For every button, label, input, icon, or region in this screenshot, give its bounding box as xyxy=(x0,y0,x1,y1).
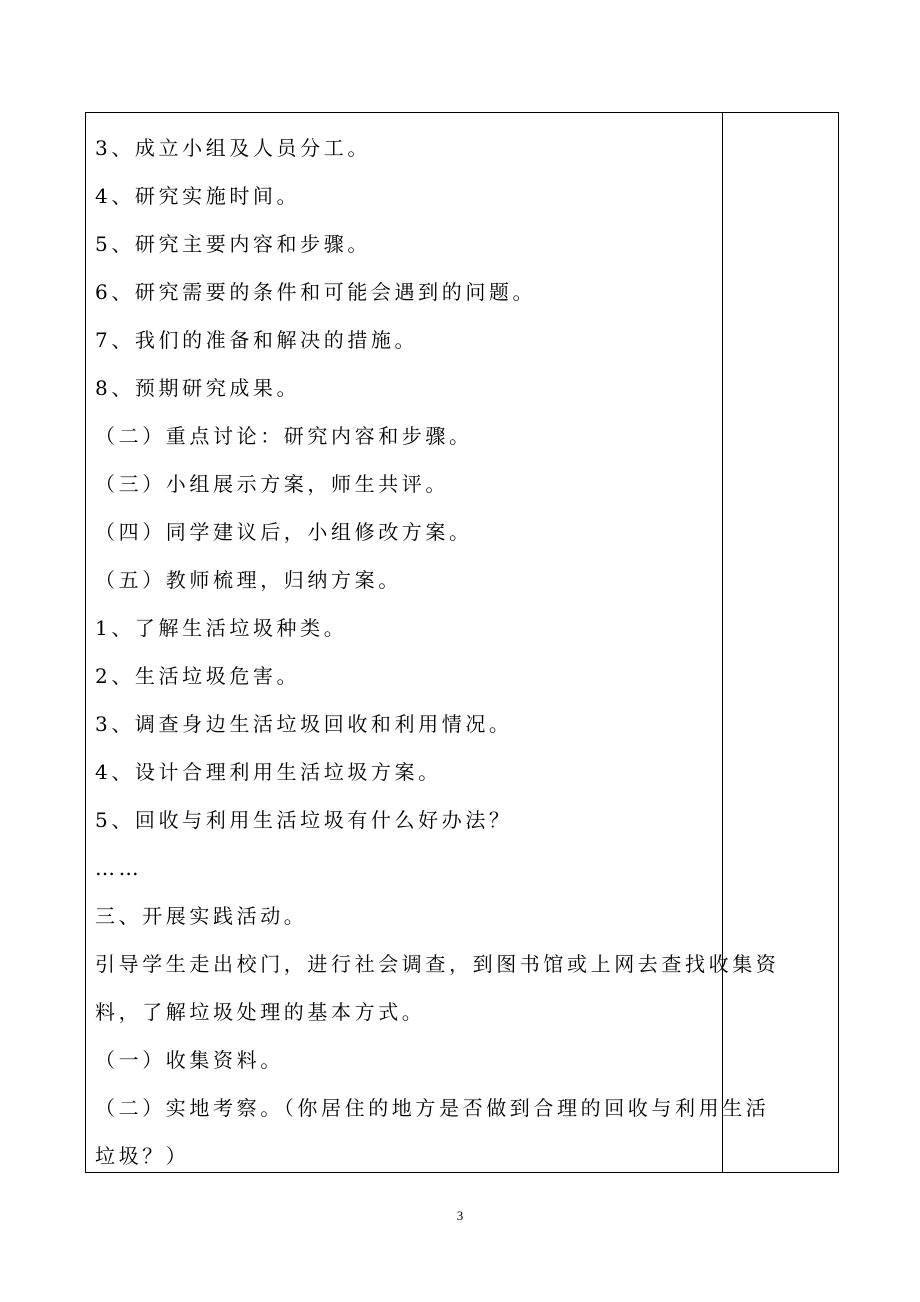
text-line: （五）教师梳理，归纳方案。 xyxy=(95,568,402,592)
text-line: （四）同学建议后，小组修改方案。 xyxy=(95,520,473,544)
text-line: 料，了解垃圾处理的基本方式。 xyxy=(95,1000,426,1024)
text-line: 垃圾？） xyxy=(95,1144,190,1168)
main-content-cell xyxy=(86,113,780,1172)
text-line: …… xyxy=(95,856,143,880)
text-line: 8、预期研究成果。 xyxy=(95,376,301,400)
text-line: （三）小组展示方案，师生共评。 xyxy=(95,472,449,496)
text-line: 7、我们的准备和解决的措施。 xyxy=(95,328,419,352)
text-line: 三、开展实践活动。 xyxy=(95,904,308,928)
text-line: 1、了解生活垃圾种类。 xyxy=(95,616,348,640)
page-number: 3 xyxy=(456,1208,464,1223)
text-line: 6、研究需要的条件和可能会遇到的问题。 xyxy=(95,280,537,304)
text-line: 3、成立小组及人员分工。 xyxy=(95,136,371,160)
text-line: （一）收集资料。 xyxy=(95,1048,284,1072)
text-line: 4、研究实施时间。 xyxy=(95,184,301,208)
side-empty-cell xyxy=(723,113,838,1172)
text-line: （二）重点讨论：研究内容和步骤。 xyxy=(95,424,473,448)
text-line: 5、回收与利用生活垃圾有什么好办法？ xyxy=(95,808,513,832)
content-table xyxy=(85,112,839,1173)
text-line: 5、研究主要内容和步骤。 xyxy=(95,232,371,256)
text-line: 3、调查身边生活垃圾回收和利用情况。 xyxy=(95,712,513,736)
text-line: 4、设计合理利用生活垃圾方案。 xyxy=(95,760,442,784)
text-line: 引导学生走出校门，进行社会调查，到图书馆或上网去查找收集资 xyxy=(95,952,780,976)
text-line: 2、生活垃圾危害。 xyxy=(95,664,301,688)
text-line: （二）实地考察。（你居住的地方是否做到合理的回收与利用生活 xyxy=(95,1096,770,1120)
